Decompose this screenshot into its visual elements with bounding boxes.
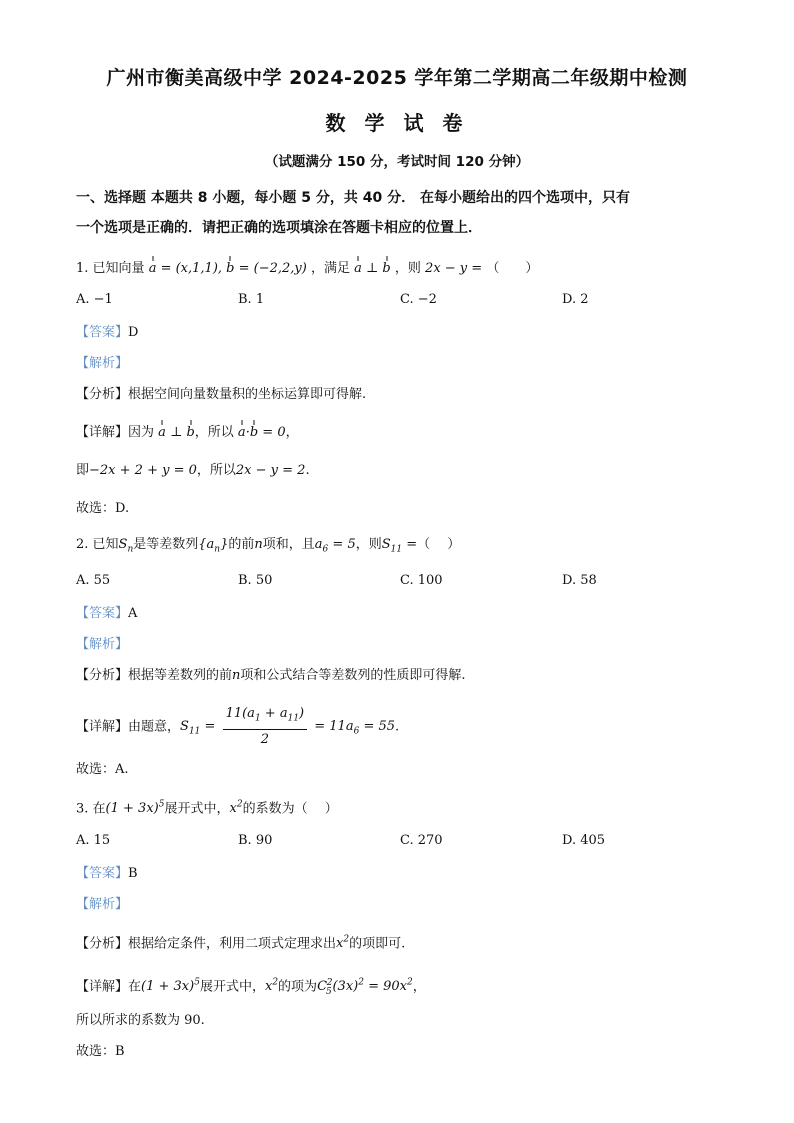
q3-fenxi-a: 根据给定条件，利用二项式定理求出	[128, 936, 337, 952]
q2-option-b: B. 50	[238, 573, 273, 588]
q3-option-d: D. 405	[562, 833, 606, 848]
answer-tag: 【答案】	[76, 325, 129, 340]
q3-detail: 【详解】在$(1 + 3x)^5$展开式中，$x^2$的项为$C_5^2(3x)^2 = 90x^2$，	[76, 978, 426, 997]
q2-fenxi-b: 项和公式结合等差数列的性质即可得解.	[240, 668, 466, 683]
q1-stem-prefix: 1. 已知向量	[76, 261, 145, 276]
q2-fenxi-n: n	[232, 668, 241, 683]
q3-detail-c: 的项为	[278, 979, 318, 995]
q1-vectors-formula: a = (x,1,1), b = (−2,2,y)	[148, 261, 307, 276]
q1-stem	[76, 260, 538, 278]
q1-perp-formula: a ⊥ b	[354, 261, 391, 276]
exam-title: 广州市衡美高级中学 2024-2025 学年第二学期高二年级期中检测	[106, 67, 688, 89]
exam-note: （试题满分 150 分，考试时间 120 分钟）	[264, 154, 530, 170]
q3-fenxi-x2: $x^2$	[336, 935, 350, 952]
q3-stem	[76, 796, 338, 818]
q1-equation: −2x + 2 + y = 0	[89, 463, 197, 478]
answer-tag: 【答案】	[76, 606, 129, 621]
q1-detail-perp: a ⊥ b	[158, 425, 195, 440]
q2-stem-prefix: 2. 已知	[76, 537, 119, 552]
q2-n: n	[254, 537, 263, 552]
q1-target-formula: 2x − y =	[425, 261, 483, 276]
q2-a6: $a_6 = 5$	[314, 537, 356, 555]
q3-stem-mid: 展开式中，	[164, 801, 230, 817]
q1-detail-line2: 即−2x + 2 + y = 0，所以2x − y = 2.	[76, 463, 310, 478]
q2-answer	[76, 605, 137, 623]
q1-stem-mid2: ，则	[394, 261, 421, 276]
q2-stem-suffix: （ ）	[417, 537, 461, 552]
q1-analysis-tag: 【解析】	[76, 356, 129, 371]
q3-detail-b: 展开式中，	[199, 979, 265, 995]
q1-stem-suffix: （ ）	[486, 261, 539, 276]
q2-conclusion: 故选：A.	[76, 762, 129, 777]
q2-option-d: D. 58	[562, 573, 597, 588]
q1-option-b: B. 1	[238, 292, 265, 307]
q1-result: 2x − y = 2	[235, 463, 306, 478]
q1-answer-value: D	[128, 325, 139, 340]
section-instruction-line1: 一、选择题 本题共 8 小题，每小题 5 分，共 40 分． 在每小题给出的四个选项中，只有	[76, 190, 630, 206]
section-instruction-line2: 一个选项是正确的．请把正确的选项填涂在答题卡相应的位置上．	[76, 220, 482, 236]
q1-detail: 【详解】因为 a ⊥ b，所以 a·b = 0，	[76, 425, 299, 440]
q2-stem-mid: 是等差数列	[133, 537, 199, 552]
q3-option-a: A. 15	[76, 833, 111, 848]
q2-sequence: $\{a_n\}$	[198, 537, 229, 555]
q1-fenxi-text: 根据空间向量数量积的坐标运算即可得解.	[128, 387, 367, 402]
q3-fenxi	[76, 931, 405, 953]
q1-detail-b: ，所以	[194, 425, 234, 440]
q3-option-c: C. 270	[400, 833, 443, 848]
q2-option-c: C. 100	[400, 573, 443, 588]
q2-formula: $S_{11}$ = $\frac{11(a_1 + a_{11})}{2}$ = $11a_6 = 55$	[180, 706, 396, 747]
q2-answer-value: A	[128, 606, 138, 621]
q1-conclusion: 故选：D.	[76, 501, 130, 516]
q3-analysis-tag: 【解析】	[76, 897, 129, 912]
q2-sn: $S_n$	[118, 537, 134, 555]
q2-stem	[76, 536, 460, 559]
q1-answer	[76, 324, 138, 342]
q3-detail-binomial: $(1 + 3x)^5$	[141, 978, 200, 995]
q1-fenxi	[76, 386, 366, 404]
q2-stem-mid2: 的前	[228, 537, 255, 552]
fenxi-tag: 【分析】	[76, 387, 129, 402]
q3-binomial: $(1 + 3x)^5$	[105, 800, 165, 817]
q2-detail-a: 由题意，	[128, 719, 181, 735]
answer-tag: 【答案】	[76, 866, 129, 881]
q3-detail-x2: $x^2$	[264, 978, 279, 995]
q1-option-d: D. 2	[562, 292, 589, 307]
xiangjie-tag: 【详解】	[76, 425, 129, 440]
q2-fenxi-a: 根据等差数列的前	[128, 668, 233, 683]
q2-stem-mid3: 项和，且	[262, 537, 315, 552]
q3-x2: $x^2$	[229, 800, 243, 817]
q2-stem-mid4: ，则	[355, 537, 382, 552]
q3-detail-a: 在	[128, 979, 142, 995]
q3-stem-prefix: 3. 在	[76, 801, 106, 817]
q3-stem-suffix: 的系数为（ ）	[242, 801, 338, 817]
q3-fenxi-b: 的项即可.	[349, 936, 406, 952]
q3-answer	[76, 865, 138, 883]
q2-fenxi	[76, 667, 466, 685]
q1-detail-d: ，所以	[196, 463, 236, 478]
q1-detail-a: 因为	[128, 425, 155, 440]
q2-s11: $S_{11}$ =	[381, 537, 418, 555]
exam-subtitle: 数 学 试 卷	[325, 111, 469, 135]
q1-option-a: A. −1	[76, 292, 113, 307]
q3-option-b: B. 90	[238, 833, 273, 848]
q3-result-line: 所以所求的系数为 90.	[76, 1013, 205, 1028]
q2-option-a: A. 55	[76, 573, 111, 588]
q2-detail: 【详解】由题意，$S_{11}$ = $\frac{11(a_1 + a_{11})}{2}$ = $11a_6 = 55$.	[76, 706, 400, 747]
q1-stem-mid: ，满足	[311, 261, 351, 276]
xiangjie-tag: 【详解】	[76, 979, 129, 995]
fenxi-tag: 【分析】	[76, 936, 129, 952]
q3-conclusion: 故选：B	[76, 1044, 125, 1059]
q1-option-c: C. −2	[400, 292, 437, 307]
fenxi-tag: 【分析】	[76, 668, 129, 683]
q3-detail-term: $C_5^2(3x)^2 = 90x^2$	[317, 978, 413, 997]
q1-detail-dot: a·b = 0	[237, 425, 286, 440]
xiangjie-tag: 【详解】	[76, 719, 129, 735]
q3-answer-value: B	[128, 866, 138, 881]
q1-detail-c: 即	[76, 463, 90, 478]
q2-analysis-tag: 【解析】	[76, 637, 129, 652]
